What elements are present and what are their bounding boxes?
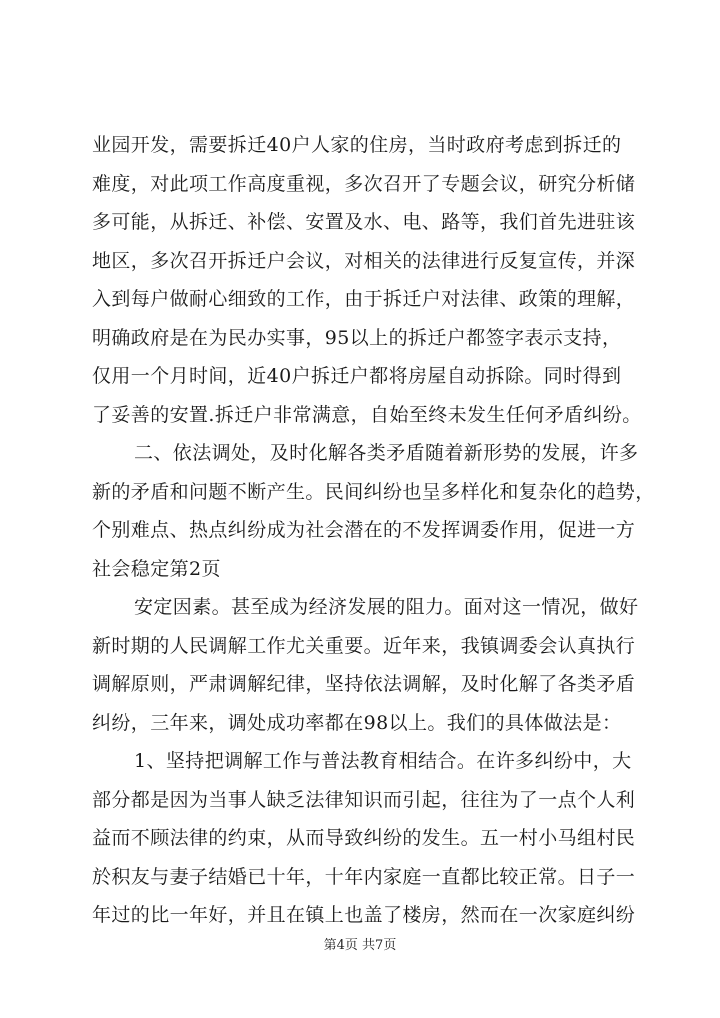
text-line: 难度，对此项工作高度重视，多次召开了专题会议，研究分析储: [92, 172, 636, 195]
text-line: 益而不顾法律的约束，从而导致纠纷的发生。五一村小马组村民: [92, 827, 636, 849]
text-line: 新的矛盾和问题不断产生。民间纠纷也呈多样化和复杂化的趋势，: [92, 480, 655, 503]
text-line: 纠纷，三年来，调处成功率都在98以上。我们的具体做法是：: [92, 711, 622, 734]
text-line: 安定因素。甚至成为经济发展的阻力。面对这一情况，做好: [134, 596, 639, 618]
text-line: 年过的比一年好，并且在镇上也盖了楼房，然而在一次家庭纠纷: [92, 904, 636, 926]
text-line: 新时期的人民调解工作尤关重要。近年来，我镇调委会认真执行: [92, 634, 636, 657]
body-text: [92, 126, 655, 935]
text-line: 二、依法调处，及时化解各类矛盾随着新形势的发展，许多: [134, 442, 639, 464]
page-footer: 第4页 共7页: [323, 938, 397, 953]
text-line: 1、坚持把调解工作与普法教育相结合。在许多纠纷中，大: [134, 750, 632, 772]
text-line: 於积友与妻子结婚已十年，十年内家庭一直都比较正常。日子一: [92, 865, 636, 888]
text-line: 社会稳定第2页: [92, 557, 221, 580]
text-line: 部分都是因为当事人缺乏法律知识而引起，往往为了一点个人利: [92, 788, 636, 811]
text-line: 了妥善的安置.拆迁户非常满意，自始至终未发生任何矛盾纠纷。: [92, 403, 642, 426]
text-line: 地区，多次召开拆迁户会议，对相关的法律进行反复宣传，并深: [92, 249, 636, 272]
text-line: 入到每户做耐心细致的工作，由于拆迁户对法律、政策的理解，: [92, 288, 636, 310]
text-line: 仅用一个月时间，近40户拆迁户都将房屋自动拆除。同时得到: [92, 365, 622, 387]
text-line: 多可能，从拆迁、补偿、安置及水、电、路等，我们首先进驻该: [92, 211, 636, 233]
text-line: 业园开发，需要拆迁40户人家的住房，当时政府考虑到拆迁的: [92, 134, 622, 156]
text-line: 个别难点、热点纠纷成为社会潜在的不发挥调委作用，促进一方: [92, 519, 636, 541]
text-line: 明确政府是在为民办实事，95以上的拆迁户都签字表示支持，: [92, 326, 622, 349]
text-line: 调解原则，严肃调解纪律，坚持依法调解，及时化解了各类矛盾: [92, 673, 636, 695]
